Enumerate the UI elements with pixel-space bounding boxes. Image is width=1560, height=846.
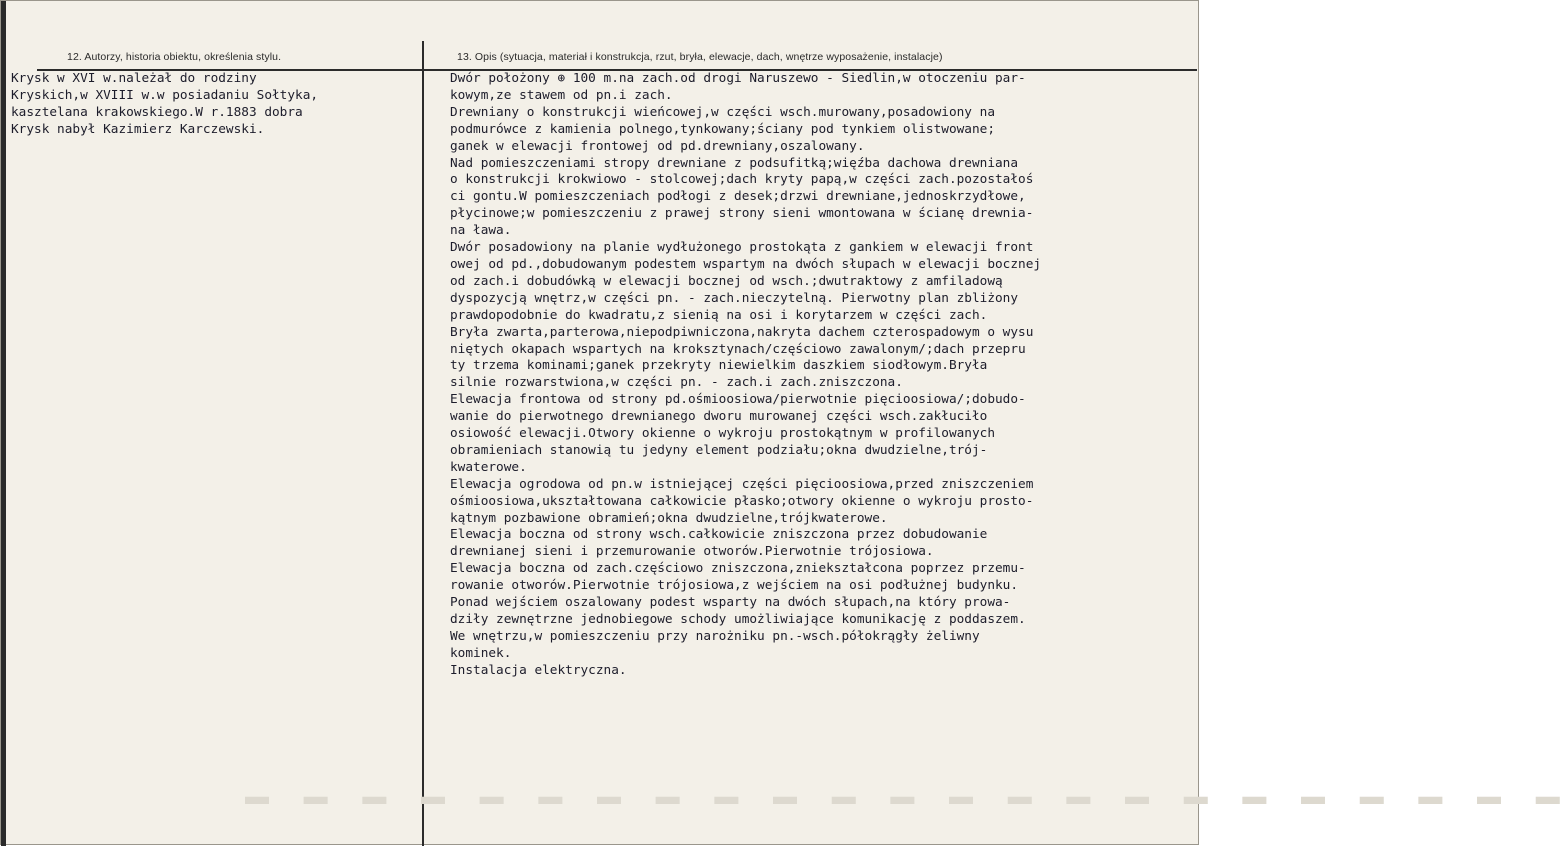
object-description-text: Dwór położony ⊕ 100 m.na zach.od drogi Naruszewo - Siedlin,w otoczeniu par- kowym,ze stawem od pn.i zach. Drewniany o konstrukcji wieńcowej,w części wsch.murowany,posadowiony na podmurówce z kamienia polnego,tynkowany;ściany pod tynkiem olistwowane; ganek w elewacji frontowej od pd.drewniany,oszalowany. Nad pomieszczeniami stropy drewniane z podsufitką;więźba dachowa drewniana o konstrukcji krokwiowo - stolcowej;dach kryty papą,w części zach.pozostałoś ci gontu.W pomieszczeniach podłogi z desek;drzwi drewniane,jednoskrzydłowe, płycinowe;w pomieszczeniu z prawej strony sieni wmontowana w ścianę drewnia- na ława. Dwór posadowiony na planie wydłużonego prostokąta z gankiem w elewacji front owej od pd.,dobudowanym podestem wspartym na dwóch słupach w elewacji bocznej od zach.i dobudówką w elewacji bocznej od wsch.;dwutraktowy z amfiladową dyspozycją wnętrz,w części pn. - zach.nieczytelną. Pierwotny plan zbliżony prawdopodobnie do kwadratu,z sienią na osi i korytarzem w części zach. Bryła zwarta,parterowa,niepodpiwniczona,nakryta dachem czterospadowym o wysu niętych okapach wspartych na kroksztynach/częściowo zawalonym/;dach przepru ty trzema kominami;ganek przekryty niewielkim daszkiem siodłowym.Bryła silnie rozwarstwiona,w części pn. - zach.i zach.zniszczona. Elewacja frontowa od strony pd.ośmioosiowa/pierwotnie pięcioosiowa/;dobudo- wanie do pierwotnego drewnianego dworu murowanej części wsch.zakłuciło osiowość elewacji.Otwory okienne o wykroju prostokątnym w profilowanych obramieniach stanowią tu jedyny element podziału;okna dwudzielne,trój- kwaterowe. Elewacja ogrodowa od pn.w istniejącej części pięcioosiowa,przed zniszczeniem ośmioosiowa,ukształtowana całkowicie płasko;otwory okienne o wykroju prosto- kątnym pozbawione obramień;okna dwudzielne,trójkwaterowe. Elewacja boczna od strony wsch.całkowicie zniszczona przez dobudowanie drewnianej sieni i przemurowanie otworów.Pierwotnie trójosiowa. Elewacja boczna od zach.częściowo zniszczona,zniekształcona poprzez przemu- rowanie otworów.Pierwotnie trójosiowa,z wejściem na osi podłużnej budynku. Ponad wejściem oszalowany podest wsparty na dwóch słupach,na który prowa- dziły zewnętrzne jednobiegowe schody umożliwiające komunikację z poddaszem. We wnętrzu,w pomieszczeniu przy narożniku pn.-wsch.półokrągły żeliwny kominek. Instalacja elektryczna. — [450, 71, 1042, 678]
show-through-decoration: ▬ ▬ ▬ ▬ ▬ ▬ ▬ ▬ ▬ ▬ ▬ ▬ ▬ ▬ ▬ ▬ ▬ ▬ ▬ ▬ ▬ ▬ ▬ — [231, 783, 1560, 810]
scan-left-edge — [1, 1, 6, 846]
description-section-heading: 13. Opis (sytuacja, materiał i konstrukcja, rzut, bryła, elewacje, dach, wnętrze wyposażenie, instalacje) — [457, 51, 943, 63]
authors-section-heading: 12. Autorzy, historia obiektu, określenia stylu. — [67, 51, 282, 63]
column-divider — [422, 41, 424, 846]
authors-history-text: Krysk w XVI w.należał do rodziny Kryskich,w XVIII w.w posiadaniu Sołtyka, kasztelana krakowskiego.W r.1883 dobra Krysk nabył Kazimierz Karczewski. — [11, 71, 319, 137]
